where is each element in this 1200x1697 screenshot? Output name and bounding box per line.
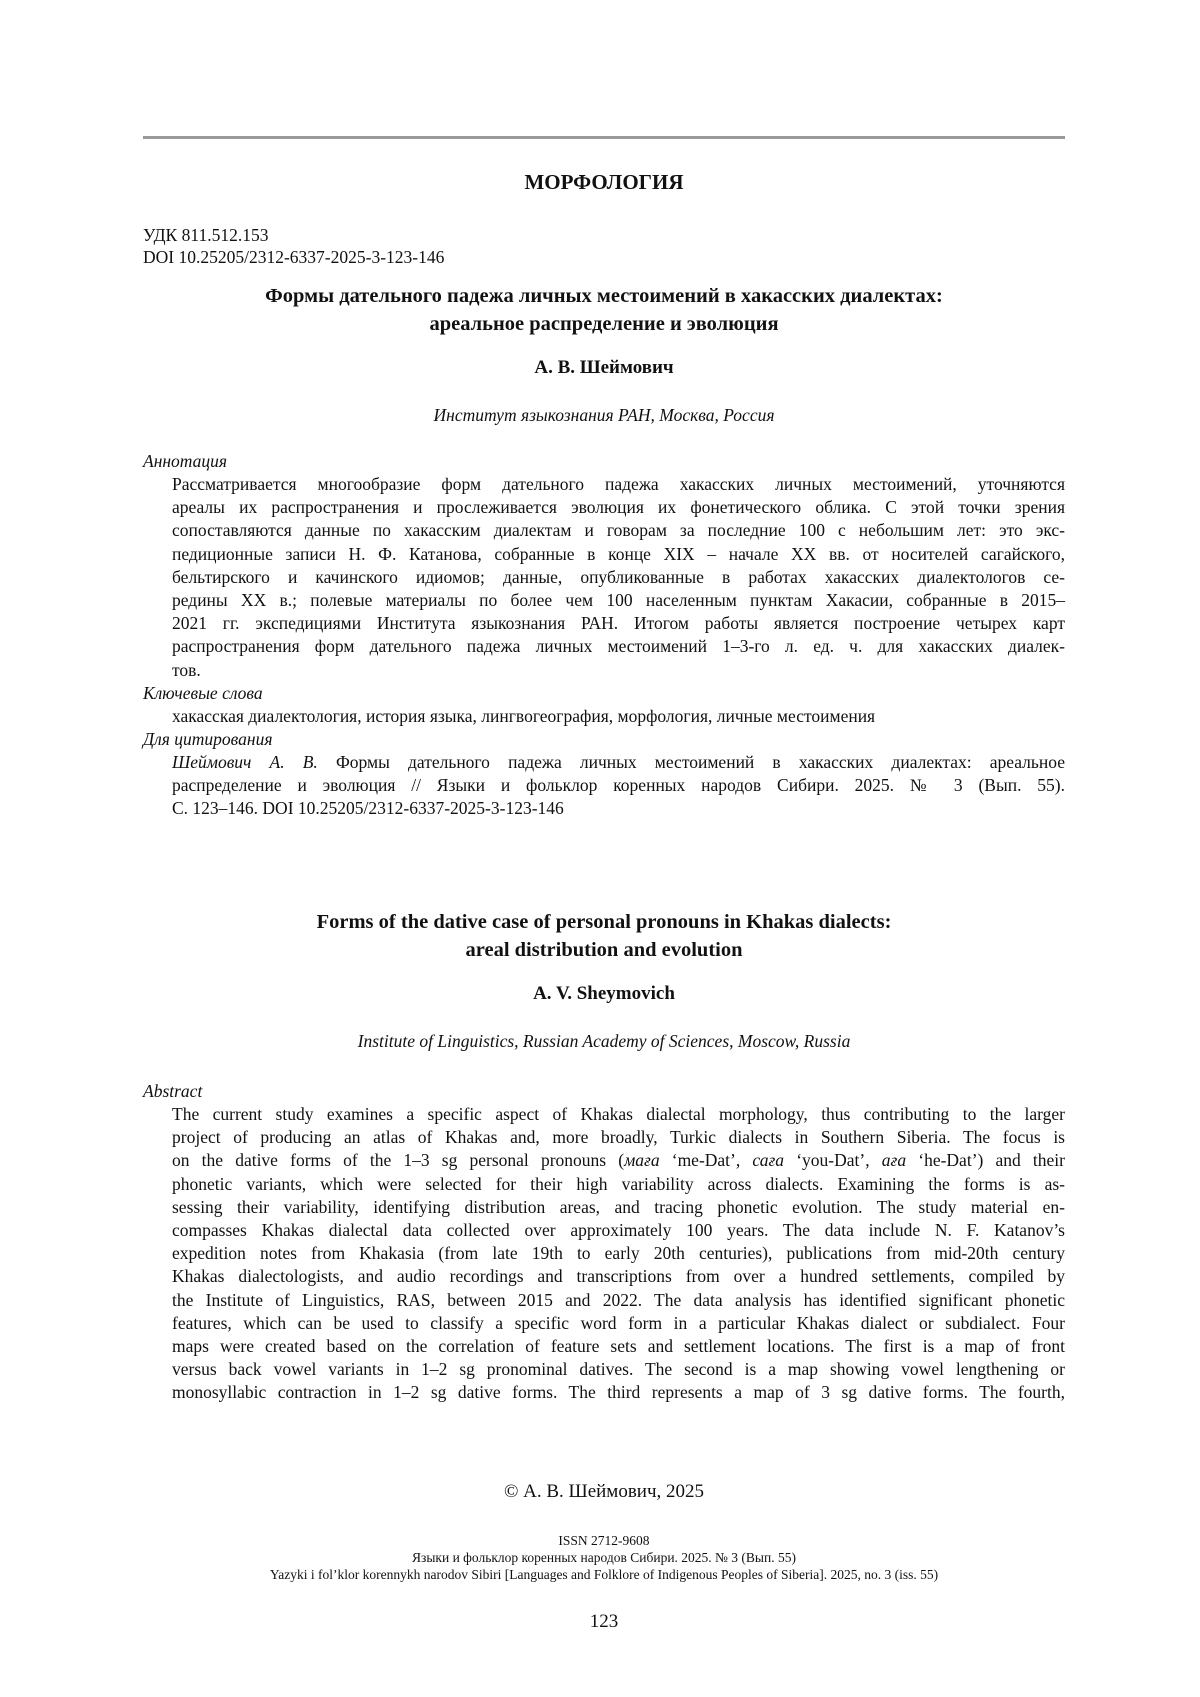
abstract-en-line: Khakas dialectologists, and audio recordings and transcriptions from over a hundred settlements, compiled by xyxy=(172,1266,1065,1287)
abstract-en-line: phonetic variants, which were selected for their high variability across dialects. Examining the forms is as- xyxy=(172,1173,1065,1194)
abstract-ru-line: сопоставляются данные по хакасским диалектам и говорам за последние 100 с небольшим лет: это экс- xyxy=(172,520,1065,541)
abstract-en-line: versus back vowel variants in 1–2 sg pronominal datives. The second is a map showing vowel lengthening or xyxy=(172,1359,1065,1380)
abstract-ru-line: Рассматривается многообразие форм дательного падежа хакасских личных местоимений, уточняются xyxy=(172,474,1065,494)
article-title-en xyxy=(143,908,1065,964)
article-title-en-line: areal distribution and evolution xyxy=(465,939,743,961)
journal-en: Yazyki i fol’klor korennykh narodov Sibiri [Languages and Folklore of Indigenous Peoples of Siberia]. 2025, no. 3 (iss. 55) xyxy=(269,1567,939,1582)
doi: DOI 10.25205/2312-6337-2025-3-123-146 xyxy=(143,247,445,267)
keywords-text: хакасская диалектология, история языка, лингвогеография, морфология, личные местоимения xyxy=(172,706,876,726)
citation-line xyxy=(172,751,1065,774)
abstract-text: ‘me-Dat’, xyxy=(659,1150,753,1171)
citation-title: Формы дательного падежа личных местоимений в хакасских диалектах: ареальное xyxy=(317,752,1065,772)
citation-label-ru: Для цитирования xyxy=(143,729,273,749)
issn: ISSN 2712-9608 xyxy=(558,1533,650,1548)
abstract-en-line xyxy=(172,1149,1065,1172)
copyright: © А. В. Шеймович, 2025 xyxy=(503,1481,705,1502)
keywords-ru xyxy=(172,705,1065,728)
abstract-label-en: Abstract xyxy=(143,1081,203,1101)
abstract-label-ru: Аннотация xyxy=(143,451,228,471)
abstract-en-line: maps were created based on the correlation of feature sets and settlement locations. The first is a map of front xyxy=(172,1336,1065,1357)
header-rule xyxy=(143,136,1065,139)
abstract-text: ‘you-Dat’, xyxy=(784,1150,882,1171)
abstract-ru-line: 2021 гг. экспедициями Института языкознания РАН. Итогом работы является построение четырех карт xyxy=(172,613,1065,634)
journal-info xyxy=(143,1532,1065,1583)
affiliation-en: Institute of Linguistics, Russian Academy of Sciences, Moscow, Russia xyxy=(357,1031,851,1051)
citation-line: С. 123–146. DOI 10.25205/2312-6337-2025-3-123-146 xyxy=(172,798,564,819)
section-title: МОРФОЛОГИЯ xyxy=(524,170,684,194)
abstract-en-line: monosyllabic contraction in 1–2 sg dative forms. The third represents a map of 3 sg dative forms. The fourth, xyxy=(172,1382,1065,1403)
article-title-ru xyxy=(143,282,1065,338)
page-number: 123 xyxy=(589,1611,619,1632)
pronoun-example: саға xyxy=(752,1150,785,1171)
author-ru: А. В. Шеймович xyxy=(534,357,674,378)
abstract-en xyxy=(172,1103,1065,1405)
abstract-ru-line: бельтирского и качинского идиомов; данные, опубликованные в работах хакасских диалектологов се- xyxy=(172,566,1065,587)
pronoun-example: маға xyxy=(624,1150,660,1171)
abstract-ru-line: педиционные записи Н. Ф. Катанова, собранные в конце XIX – начале XX вв. от носителей сагайского, xyxy=(172,543,1065,564)
abstract-text: on the dative forms of the 1–3 sg personal pronouns ( xyxy=(172,1150,625,1171)
article-identifiers xyxy=(143,224,444,268)
article-title-en-line: Forms of the dative case of personal pronouns in Khakas dialects: xyxy=(316,911,892,933)
citation-author: Шеймович А. В. xyxy=(172,752,318,772)
udk-code: УДК 811.512.153 xyxy=(143,225,269,245)
journal-ru: Языки и фольклор коренных народов Сибири. 2025. № 3 (Вып. 55) xyxy=(412,1550,796,1565)
abstract-en-line: the Institute of Linguistics, RAS, between 2015 and 2022. The data analysis has identified significant phonetic xyxy=(172,1289,1065,1310)
abstract-en-line: expedition notes from Khakasia (from late 19th to early 20th centuries), publications from mid-20th century xyxy=(172,1243,1065,1264)
affiliation-ru: Институт языкознания РАН, Москва, Россия xyxy=(433,405,775,425)
citation-line: распределение и эволюция // Языки и фольклор коренных народов Сибири. 2025. № 3 (Вып. 55). xyxy=(172,775,1065,796)
abstract-ru xyxy=(172,473,1065,682)
abstract-ru-line: ареалы их распространения и прослеживается эволюция их фонетического облика. С этой точки зрения xyxy=(172,497,1065,518)
abstract-en-line: sessing their variability, identifying distribution areas, and tracing phonetic evolution. The study material en- xyxy=(172,1196,1065,1217)
abstract-en-line: project of producing an atlas of Khakas and, more broadly, Turkic dialects in Southern Siberia. The focus is xyxy=(172,1127,1065,1148)
abstract-en-line: compasses Khakas dialectal data collected over approximately 100 years. The data include N. F. Katanov’s xyxy=(172,1220,1065,1241)
article-title-ru-line: ареальное распределение и эволюция xyxy=(429,313,779,335)
abstract-text: ‘he-Dat’) and their xyxy=(906,1150,1065,1171)
abstract-ru-line: тов. xyxy=(172,659,201,680)
abstract-ru-line: редины XX в.; полевые материалы по более чем 100 населенным пунктам Хакасии, собранные в 2015– xyxy=(172,590,1065,611)
citation-ru xyxy=(172,751,1065,821)
keywords-label-ru: Ключевые слова xyxy=(143,683,263,703)
pronoun-example: аға xyxy=(881,1150,907,1171)
abstract-en-line: The current study examines a specific aspect of Khakas dialectal morphology, thus contributing to the larger xyxy=(172,1104,1065,1124)
article-title-ru-line: Формы дательного падежа личных местоимений в хакасских диалектах: xyxy=(265,285,943,307)
author-en: A. V. Sheymovich xyxy=(533,983,675,1004)
abstract-ru-line: распространения форм дательного падежа личных местоимений 1–3-го л. ед. ч. для хакасских диалек- xyxy=(172,636,1065,657)
abstract-en-line: features, which can be used to classify a specific word form in a particular Khakas dialect or subdialect. Four xyxy=(172,1312,1065,1333)
